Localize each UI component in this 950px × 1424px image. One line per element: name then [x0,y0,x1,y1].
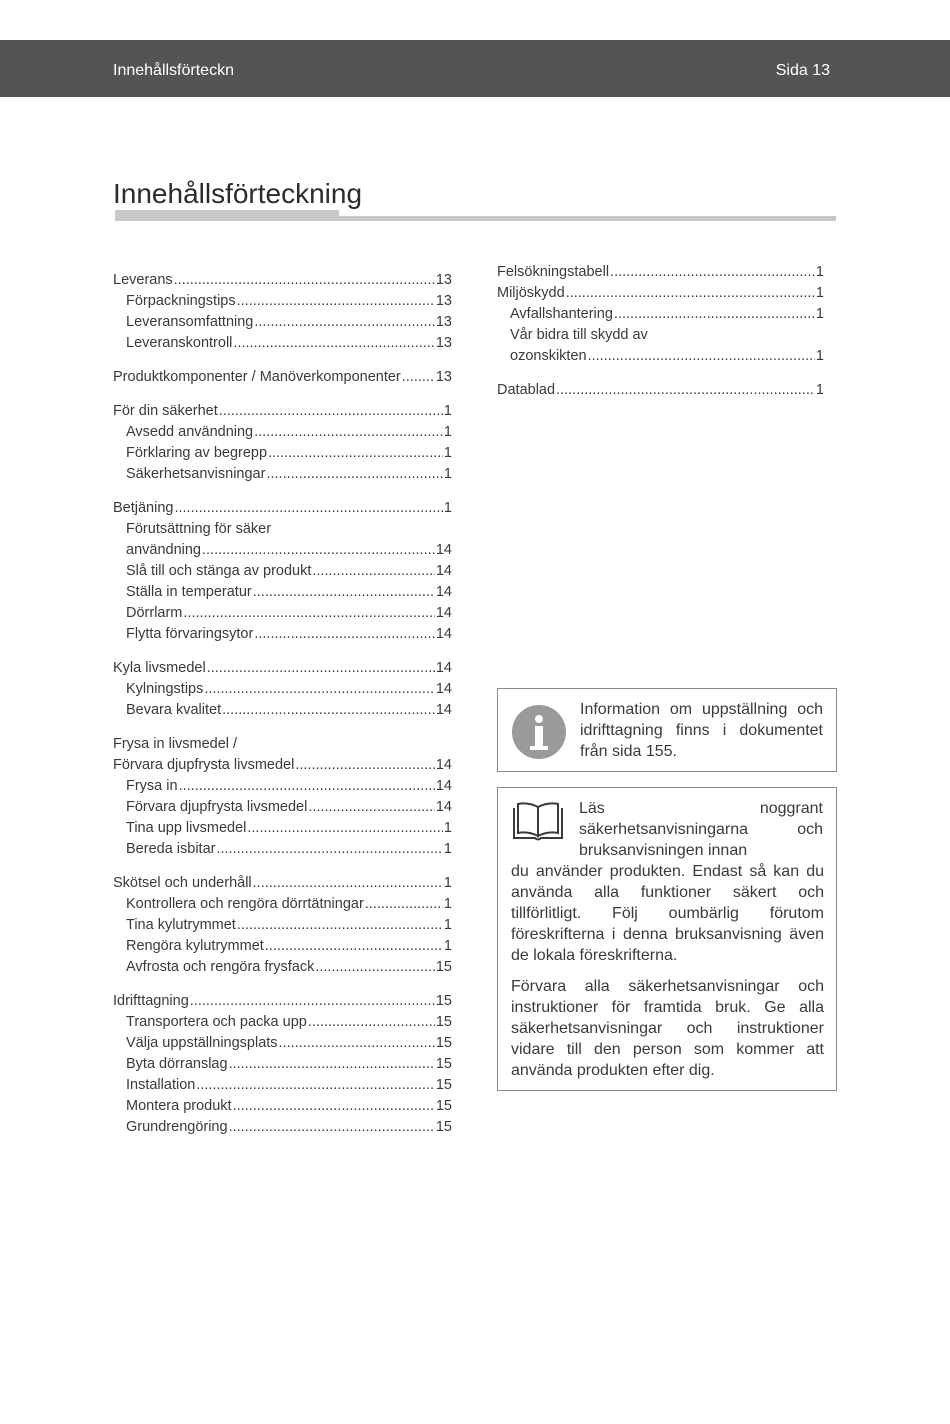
toc-leader-dots [610,264,815,280]
toc-entry [113,272,452,293]
book-box-heading [579,798,823,861]
toc-entry-label: Grundrengöring [126,1119,228,1135]
toc-leader-dots [402,369,435,385]
toc-group [113,369,452,390]
toc-entry [113,660,452,681]
toc-entry [497,264,824,285]
toc-leader-dots [295,757,435,773]
toc-leader-dots [183,605,434,621]
toc-entry-label: Leveranskontroll [126,335,233,351]
toc-entry-label: Tina upp livsmedel [126,820,247,836]
toc-entry-label: Bereda isbitar [126,841,216,857]
toc-leader-dots [265,938,443,954]
toc-leader-dots [588,348,815,364]
toc-entry-label: Bevara kvalitet [126,702,222,718]
book-icon [510,800,566,844]
toc-leader-dots [308,1014,435,1030]
info-notice-box [497,688,837,772]
toc-entry-page: 1 [443,841,452,857]
toc-leader-dots [247,820,443,836]
toc-leader-dots [219,403,443,419]
toc-entry-label: Rengöra kylutrymmet [126,938,264,954]
toc-entry-page: 13 [435,314,452,330]
toc-leader-dots [266,466,442,482]
toc-entry-page: 14 [435,660,452,676]
toc-entry-page: 15 [435,959,452,975]
toc-leader-dots [365,896,443,912]
toc-entry [113,1035,452,1056]
toc-entry [113,757,452,778]
toc-entry-page: 14 [435,626,452,642]
toc-leader-dots [233,1098,435,1114]
toc-entry-page: 14 [435,799,452,815]
toc-entry-label: Säkerhetsanvisningar [126,466,266,482]
toc-entry [113,875,452,896]
toc-entry-page: 1 [443,896,452,912]
toc-entry-label: Flytta förvaringsytor [126,626,254,642]
header-title: Innehållsförteckn [113,62,234,79]
toc-leader-dots [233,335,434,351]
toc-entry [113,563,452,584]
toc-group [113,736,452,862]
toc-group [113,272,452,356]
toc-entry-label: Slå till och stänga av produkt [126,563,312,579]
toc-entry-label: Avfallshantering [510,306,613,322]
toc-entry [113,1119,452,1140]
toc-right-column [497,264,824,416]
toc-entry [113,938,452,959]
toc-entry [113,1098,452,1119]
toc-group [113,403,452,487]
toc-entry-label: Välja uppställningsplats [126,1035,278,1051]
toc-entry [113,681,452,702]
toc-entry-label: Frysa in [126,778,178,794]
toc-leader-dots [174,272,435,288]
toc-entry-label: Montera produkt [126,1098,232,1114]
toc-leader-dots [237,917,443,933]
toc-entry-page: 1 [815,306,824,322]
toc-entry-page: 14 [435,605,452,621]
toc-entry [113,841,452,862]
toc-entry-page: 14 [435,757,452,773]
toc-entry [113,702,452,723]
toc-entry [113,335,452,356]
toc-leader-dots [556,382,815,398]
toc-leader-dots [237,293,435,309]
toc-entry-label: Dörrlarm [126,605,183,621]
toc-entry-page: 1 [815,382,824,398]
toc-leader-dots [254,424,443,440]
toc-group [113,993,452,1140]
toc-entry [113,896,452,917]
toc-entry-label: Avsedd användning [126,424,254,440]
toc-entry-label: Leverans [113,272,173,288]
toc-entry [113,584,452,605]
toc-entry-label: Produktkomponenter / Manöverkomponenter [113,369,401,385]
toc-entry-label: Transportera och packa upp [126,1014,307,1030]
toc-leader-dots [315,959,435,975]
toc-entry-label: Vår bidra till skydd av [510,327,648,343]
toc-entry-label: Kontrollera och rengöra dörrtätningar [126,896,364,912]
toc-entry-label: Leveransomfattning [126,314,254,330]
toc-entry-page: 1 [443,500,452,516]
header-page-number: Sida 13 [775,62,830,79]
toc-leader-dots [229,1119,435,1135]
toc-entry-label: Förutsättning för säker [126,521,272,537]
toc-leader-dots [566,285,815,301]
toc-group [497,264,824,369]
toc-entry [113,959,452,980]
toc-entry-label: Förpackningstips [126,293,236,309]
toc-entry-page: 15 [435,1119,452,1135]
toc-entry-label: Förvara djupfrysta livsmedel [126,799,308,815]
toc-entry-page: 14 [435,702,452,718]
book-paragraph-2: Förvara alla säkerhetsanvisningar och instruktioner för framtida bruk. Ge alla säkerhetsanvisningar och instruktioner vidare till den person som kommer att använda produkten efter dig. [511,978,824,1079]
toc-entry-page: 1 [443,820,452,836]
toc-entry [113,1014,452,1035]
toc-entry [113,293,452,314]
toc-entry-page: 1 [443,875,452,891]
book-head-line: Läs noggrant [579,800,823,817]
toc-group [113,660,452,723]
toc-entry-page: 1 [443,466,452,482]
toc-entry [497,348,824,369]
toc-entry-page: 13 [435,293,452,309]
toc-entry [113,403,452,424]
toc-entry-page: 13 [435,272,452,288]
toc-entry-page: 13 [435,335,452,351]
toc-entry-label: Miljöskydd [497,285,565,301]
info-notice-text: Information om uppställning och idrifttagning finns i dokumentet från sida 155. [580,701,823,760]
toc-entry-page: 15 [435,1035,452,1051]
page-header [0,40,950,97]
toc-entry-page: 1 [443,403,452,419]
toc-leader-dots [614,306,815,322]
toc-entry-page: 14 [435,542,452,558]
toc-entry [113,1077,452,1098]
toc-entry-label: Felsökningstabell [497,264,610,280]
toc-entry [113,605,452,626]
toc-leader-dots [222,702,435,718]
toc-entry [113,820,452,841]
toc-group [113,500,452,647]
toc-entry-page: 1 [443,445,452,461]
toc-entry-label: Avfrosta och rengöra frysfack [126,959,315,975]
toc-entry [113,993,452,1014]
toc-entry-label: Byta dörranslag [126,1056,228,1072]
toc-entry [497,306,824,327]
toc-entry-label: Kyla livsmedel [113,660,206,676]
toc-leader-dots [216,841,442,857]
toc-leader-dots [179,778,435,794]
toc-entry-page: 1 [815,348,824,364]
toc-leader-dots [254,314,435,330]
toc-entry-page: 1 [443,938,452,954]
book-head-line: bruksanvisningen innan [579,842,748,859]
toc-entry-label: Skötsel och underhåll [113,875,252,891]
toc-entry-label: Frysa in livsmedel / [113,736,238,752]
toc-entry-label: Installation [126,1077,196,1093]
book-box-body [511,861,824,1091]
book-head-line: säkerhetsanvisningarna och [579,821,823,838]
toc-entry-label: Förklaring av begrepp [126,445,268,461]
toc-entry-label: Kylningstips [126,681,204,697]
toc-leader-dots [279,1035,435,1051]
toc-entry-page: 15 [435,1014,452,1030]
toc-leader-dots [254,626,435,642]
book-paragraph-1: du använder produkten. Endast så kan du använda alla funktioner säkert och tillförlitligt. Följ oumbärlig förutom föreskrifterna i denna bruksanvisning även de lokala föreskrifterna. [511,863,824,964]
toc-leader-dots [312,563,434,579]
toc-entry [113,369,452,390]
toc-group [497,382,824,403]
toc-leader-dots [253,875,443,891]
toc-leader-dots [253,584,435,600]
toc-entry-label: användning [126,542,201,558]
toc-entry [113,466,452,487]
toc-group [113,875,452,980]
toc-entry-page: 15 [435,993,452,1009]
toc-entry-page: 1 [815,264,824,280]
toc-entry-page: 13 [435,369,452,385]
toc-entry-page: 1 [815,285,824,301]
title-underline [115,210,836,222]
toc-entry [113,314,452,335]
toc-leader-dots [204,681,434,697]
toc-entry [113,626,452,647]
toc-entry-page: 14 [435,681,452,697]
toc-leader-dots [174,500,442,516]
page-title: Innehållsförteckning [113,178,363,209]
toc-leader-dots [268,445,443,461]
toc-entry-label: ozonskikten [510,348,587,364]
toc-entry [113,799,452,820]
toc-entry [113,542,452,563]
toc-entry-page: 15 [435,1077,452,1093]
toc-leader-dots [190,993,435,1009]
info-icon [512,705,566,759]
toc-entry-page: 15 [435,1098,452,1114]
toc-entry-label: Betjäning [113,500,174,516]
toc-entry-page: 1 [443,424,452,440]
toc-entry-page: 15 [435,1056,452,1072]
toc-entry-page: 14 [435,778,452,794]
read-instructions-box [497,787,837,1091]
toc-entry [497,285,824,306]
toc-entry-page: 1 [443,917,452,933]
toc-entry [113,917,452,938]
toc-leader-dots [308,799,435,815]
toc-entry-label: Tina kylutrymmet [126,917,236,933]
toc-leader-dots [229,1056,435,1072]
toc-entry-label: Idrifttagning [113,993,189,1009]
toc-leader-dots [202,542,435,558]
toc-entry-page: 14 [435,563,452,579]
toc-left-column [113,272,452,1153]
toc-leader-dots [196,1077,435,1093]
toc-entry-label: Förvara djupfrysta livsmedel [113,757,295,773]
toc-entry-label: Ställa in temperatur [126,584,252,600]
toc-entry [113,424,452,445]
toc-entry-label: För din säkerhet [113,403,218,419]
toc-entry-label: Datablad [497,382,556,398]
toc-entry [113,1056,452,1077]
toc-leader-dots [207,660,435,676]
toc-entry [497,382,824,403]
toc-entry [113,778,452,799]
toc-entry [113,500,452,521]
toc-entry [113,445,452,466]
toc-entry-page: 14 [435,584,452,600]
